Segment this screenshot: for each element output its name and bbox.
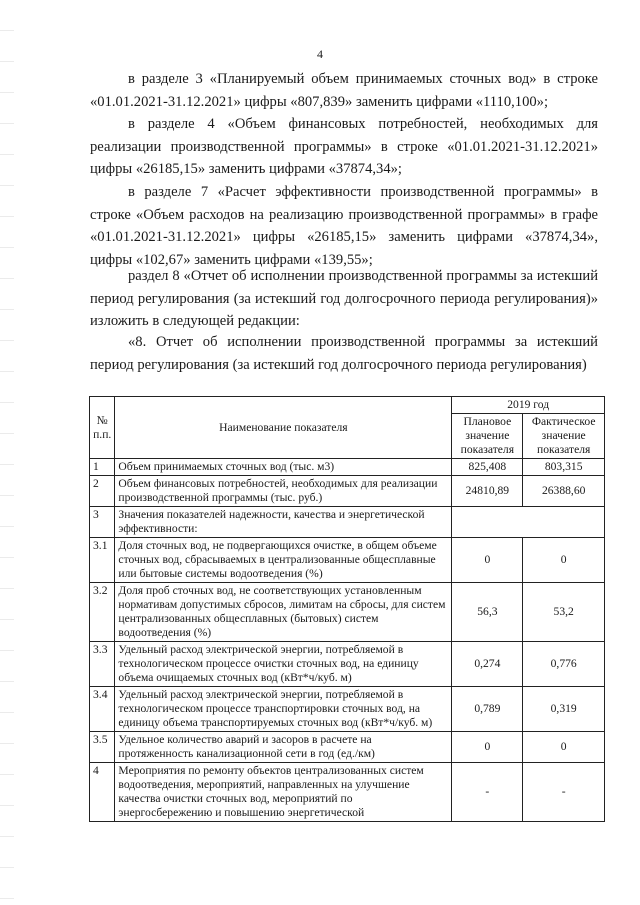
row-planned: 0,789 — [452, 687, 523, 732]
paragraph-section-4: в разделе 4 «Объем финансовых потребностей, необходимых для реализации производственной программы» в строке «01.01.2021-31.12.2021» цифры «26185,15» заменить цифрами «37874,34»; — [90, 116, 598, 177]
row-actual: 26388,60 — [523, 476, 605, 507]
row-planned: 0,274 — [452, 642, 523, 687]
table-header-row — [90, 397, 605, 414]
row-num: 3.3 — [90, 642, 115, 687]
row-name: Объем принимаемых сточных вод (тыс. м3) — [115, 459, 452, 476]
row-name: Доля сточных вод, не подвергающихся очистке, в общем объеме сточных вод, сбрасываемых в централизованные общесплавные или бытовые системы водоотведения (%) — [115, 538, 452, 583]
row-actual: 0,319 — [523, 687, 605, 732]
row-planned: - — [452, 763, 523, 822]
table-row — [90, 583, 605, 642]
row-name: Удельный расход электрической энергии, потребляемой в технологическом процессе очистки сточных вод, на единицу объема очищаемых сточных вод (кВт*ч/куб. м) — [115, 642, 452, 687]
header-actual: Фактическое значение показателя — [523, 414, 605, 459]
row-num: 3.4 — [90, 687, 115, 732]
table-row — [90, 507, 605, 538]
row-name: Удельное количество аварий и засоров в расчете на протяженность канализационной сети в год (ед./км) — [115, 732, 452, 763]
row-num: 2 — [90, 476, 115, 507]
row-name: Мероприятия по ремонту объектов централизованных систем водоотведения, мероприятий, направленных на улучшение качества очистки сточных вод, мероприятий по энергосбережению и повышению энергетической — [115, 763, 452, 822]
row-name: Удельный расход электрической энергии, потребляемой в технологическом процессе транспортировки сточных вод, на единицу объема транспортируемых сточных вод (кВт*ч/куб. м) — [115, 687, 452, 732]
row-name: Объем финансовых потребностей, необходимых для реализации производственной программы (тыс. руб.) — [115, 476, 452, 507]
report-table — [89, 396, 605, 822]
table-row — [90, 476, 605, 507]
table-row — [90, 763, 605, 822]
row-actual: 0 — [523, 732, 605, 763]
table-row — [90, 687, 605, 732]
table-row — [90, 459, 605, 476]
table-row — [90, 538, 605, 583]
report-heading: «8. Отчет об исполнении производственной программы за истекший период регулирования (за истекший год долгосрочного периода регулирования) — [90, 334, 598, 373]
header-num: № п.п. — [90, 397, 115, 459]
table-row — [90, 732, 605, 763]
row-num: 3 — [90, 507, 115, 538]
row-planned: 24810,89 — [452, 476, 523, 507]
row-num: 1 — [90, 459, 115, 476]
paragraph-section-7: в разделе 7 «Расчет эффективности производственной программы» в строке «Объем расходов на реализацию производственной программы» в графе «01.01.2021-31.12.2021» цифры «26185,15» заменить цифрами «37874,34», цифры «102,67» заменить цифрами «139,55»; — [90, 184, 598, 268]
paragraph-section-8: раздел 8 «Отчет об исполнении производственной программы за истекший период регулирования (за истекший год долгосрочного периода регулирования)» изложить в следующей редакции: — [90, 268, 598, 329]
row-planned: 0 — [452, 732, 523, 763]
paragraph-section-3: в разделе 3 «Планируемый объем принимаемых сточных вод» в строке «01.01.2021-31.12.2021» цифры «807,839» заменить цифрами «1110,100»; — [90, 71, 598, 110]
header-name: Наименование показателя — [115, 397, 452, 459]
page-number: 4 — [317, 47, 323, 61]
row-planned: 56,3 — [452, 583, 523, 642]
row-name: Значения показателей надежности, качества и энергетической эффективности: — [115, 507, 452, 538]
row-num: 3.5 — [90, 732, 115, 763]
row-num: 4 — [90, 763, 115, 822]
row-num: 3.2 — [90, 583, 115, 642]
header-planned: Плановое значение показателя — [452, 414, 523, 459]
row-actual: 0 — [523, 538, 605, 583]
row-actual: 803,315 — [523, 459, 605, 476]
table-row — [90, 642, 605, 687]
header-year: 2019 год — [452, 397, 605, 414]
row-actual: - — [523, 763, 605, 822]
row-planned: 0 — [452, 538, 523, 583]
row-empty — [452, 507, 605, 538]
row-actual: 0,776 — [523, 642, 605, 687]
row-name: Доля проб сточных вод, не соответствующих установленным нормативам допустимых сбросов, лимитам на сбросы, для систем централизованных общесплавных (бытовых) систем водоотведения (%) — [115, 583, 452, 642]
scan-edge — [0, 0, 14, 905]
row-actual: 53,2 — [523, 583, 605, 642]
row-planned: 825,408 — [452, 459, 523, 476]
row-num: 3.1 — [90, 538, 115, 583]
